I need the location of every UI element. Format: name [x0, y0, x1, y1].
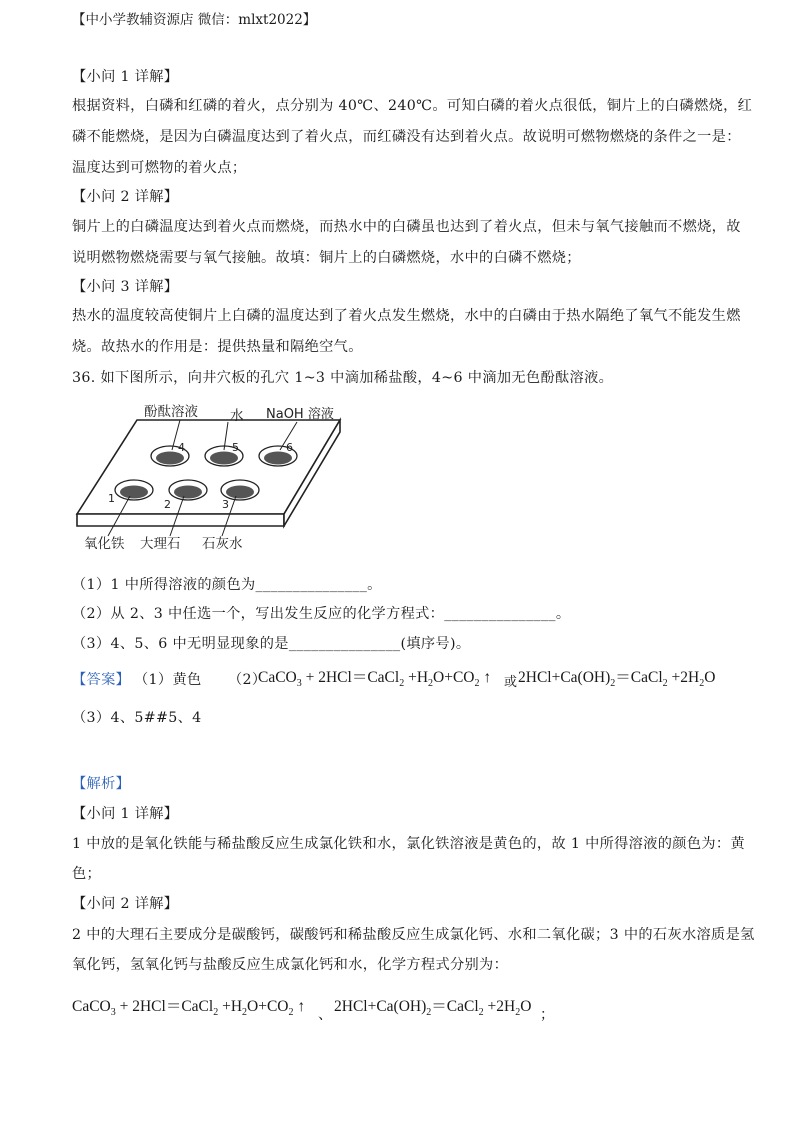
label-water: 水: [230, 408, 244, 424]
paragraph-line: 1 中放的是氧化铁能与稀盐酸反应生成氯化铁和水，氯化铁溶液是黄色的，故 1 中所得溶液的颜色为：黄: [72, 836, 745, 852]
well-number-2: 2: [164, 498, 171, 511]
answer-2-prefix: （2）: [228, 672, 267, 688]
well-number-6: 6: [286, 441, 293, 454]
analysis-tag: 【解析】: [72, 776, 131, 792]
paragraph-line: 烧。故热水的作用是：提供热量和隔绝空气。: [72, 339, 363, 355]
paragraph-line: 2 中的大理石主要成分是碳酸钙，碳酸钙和稀盐酸反应生成氯化钙、水和二氧化碳；3 中的石灰水溶质是氢: [72, 927, 755, 943]
plate-front-face: [77, 514, 284, 526]
subquestion-2-title: 【小问 2 详解】: [72, 189, 179, 205]
plate-top-face: [77, 420, 340, 514]
well-number-5: 5: [232, 441, 239, 454]
question-36-part-3: （3）4、5、6 中无明显现象的是_______________(填序号)。: [72, 636, 471, 652]
equation-separator: 、: [318, 1007, 333, 1023]
paragraph-line: 铜片上的白磷温度达到着火点而燃烧，而热水中的白磷虽也达到了着火点，但未与氧气接触而不燃烧，故: [72, 219, 741, 235]
subquestion-1-title: 【小问 1 详解】: [72, 69, 179, 85]
subquestion-3-title: 【小问 3 详解】: [72, 279, 179, 295]
page-header: 【中小学教辅资源店 微信：mlxt2022】: [72, 12, 317, 28]
answer-1: （1）黄色: [134, 672, 202, 688]
paragraph-line: 色；: [72, 866, 102, 882]
label-iron-oxide: 氧化铁: [84, 536, 125, 552]
well-plate-figure: [72, 398, 362, 558]
equation-hcl-caoh2: $2HCl+Ca(OH)_2=CaCl_2 +2H_2O$: [518, 669, 716, 690]
well-3-liquid: [226, 486, 254, 499]
equation-end-mark: ；: [540, 1007, 555, 1023]
analysis-equation-hcl-caoh2: $2HCl+Ca(OH)_2=CaCl_2 +2H_2O$: [334, 998, 532, 1019]
paragraph-line: 热水的温度较高使铜片上白磷的温度达到了着火点发生燃烧，水中的白磷由于热水隔绝了氧气不能发生燃: [72, 308, 741, 324]
analysis-sub2-title: 【小问 2 详解】: [72, 896, 179, 912]
label-limewater: 石灰水: [202, 536, 243, 552]
equation-caco3-hcl: CaCO$_3$ + 2HCl＝CaCl$_2$ $+H_2O+CO_2$ ↑: [258, 669, 492, 690]
label-naoh: NaOH 溶液: [266, 407, 334, 422]
well-2-liquid: [174, 486, 202, 499]
question-36-stem: 36. 如下图所示，向井穴板的孔穴 1~3 中滴加稀盐酸，4~6 中滴加无色酚酞溶液。: [72, 370, 614, 386]
label-marble: 大理石: [140, 536, 181, 552]
paragraph-line: 根据资料，白磷和红磷的着火，点分别为 40℃、240℃。可知白磷的着火点很低，铜片上的白磷燃烧，红: [72, 98, 753, 114]
well-1-liquid: [120, 486, 148, 499]
analysis-sub1-title: 【小问 1 详解】: [72, 806, 179, 822]
answer-tag: 【答案】: [72, 672, 131, 688]
question-36-part-1: （1）1 中所得溶液的颜色为_______________。: [72, 577, 382, 593]
well-number-3: 3: [222, 498, 229, 511]
well-number-4: 4: [178, 441, 185, 454]
answer-2-or: 或: [504, 675, 518, 690]
well-number-1: 1: [108, 492, 115, 505]
answer-3: （3）4、5##5、4: [72, 710, 202, 726]
question-36-part-2: （2）从 2、3 中任选一个，写出发生反应的化学方程式：_______________。: [72, 606, 571, 622]
paragraph-line: 温度达到可燃物的着火点；: [72, 160, 247, 176]
paragraph-line: 氧化钙，氢氧化钙与盐酸反应生成氯化钙和水，化学方程式分别为：: [72, 957, 509, 973]
analysis-equation-caco3-hcl: CaCO$_3$ + 2HCl＝CaCl$_2$ $+H_2O+CO_2$ ↑: [72, 998, 306, 1019]
paragraph-line: 磷不能燃烧，是因为白磷温度达到了着火点，而红磷没有达到着火点。故说明可燃物燃烧的条件之一是：: [72, 129, 741, 145]
paragraph-line: 说明燃物燃烧需要与氧气接触。故填：铜片上的白磷燃烧，水中的白磷不燃烧；: [72, 250, 581, 266]
label-phenolphthalein: 酚酞溶液: [144, 404, 198, 420]
